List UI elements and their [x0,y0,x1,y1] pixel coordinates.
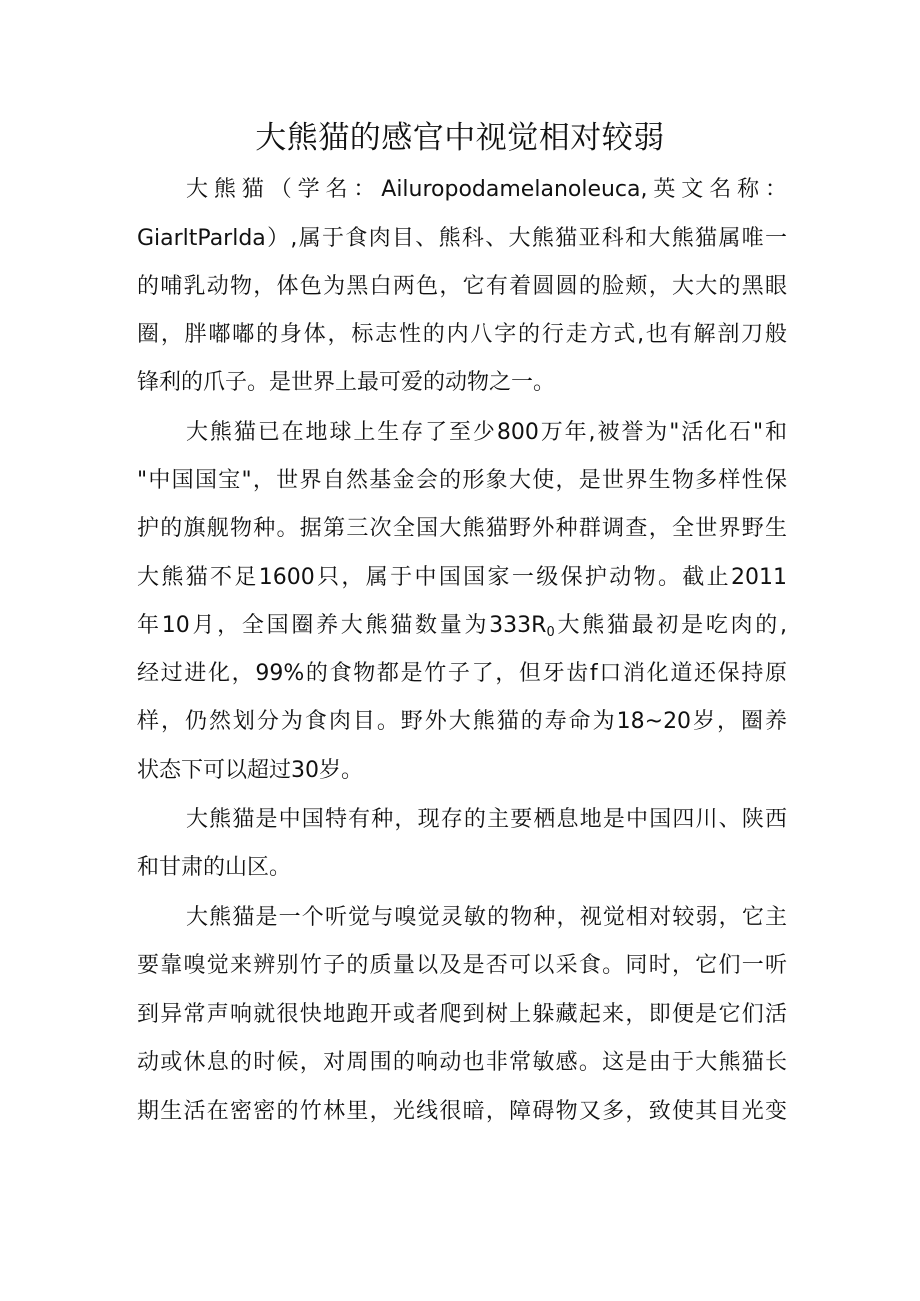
paragraph-2-line-4: 大熊猫不足1600只，属于中国国家一级保护动物。截止2011 [137,565,787,590]
paragraph-1-line-2: GiarltParlda）,属于食肉目、熊科、大熊猫亚科和大熊猫属唯一 [137,226,787,251]
page-title: 大熊猫的感官中视觉相对较弱 [255,120,665,156]
paragraph-4-line-2: 要靠嗅觉来辨别竹子的质量以及是否可以采食。同时，它们一听 [137,953,787,978]
paragraph-2-line-7: 样，仍然划分为食肉目。野外大熊猫的寿命为18~20岁，圈养 [137,709,787,734]
paragraph-3-line-2: 和甘肃的山区。 [137,855,292,880]
paragraph-2-line-6: 经过进化，99%的食物都是竹子了，但牙齿f口消化道还保持原 [137,661,787,686]
paragraph-1-line-1: 大熊猫（学名：Ailuropodamelanoleuca,英文名称： [186,177,787,202]
paragraph-1-line-3: 的哺乳动物，体色为黑白两色，它有着圆圆的脸颊，大大的黑眼 [137,274,787,299]
paragraph-4-line-3: 到异常声响就很快地跑开或者爬到树上躲藏起来，即便是它们活 [137,1002,787,1027]
special-line-before: 年10月，全国圈养大熊猫数量为333R [137,613,547,638]
paragraph-4-line-5: 期生活在密密的竹林里，光线很暗，障碍物又多，致使其目光变 [137,1099,787,1124]
paragraph-2-line-8: 状态下可以超过30岁。 [137,758,363,783]
paragraph-4-line-1: 大熊猫是一个听觉与嗅觉灵敏的物种，视觉相对较弱，它主 [186,905,787,930]
paragraph-1-line-5: 锋利的爪子。是世界上最可爱的动物之一。 [137,370,556,395]
paragraph-2-line-5 [137,611,787,648]
special-line-after: 大熊猫最初是吃肉的, [554,613,787,638]
paragraph-2-line-2: "中国国宝"，世界自然基金会的形象大使，是世界生物多样性保 [137,468,787,493]
paragraph-4-line-4: 动或休息的时候，对周围的响动也非常敏感。这是由于大熊猫长 [137,1050,787,1075]
paragraph-1-line-4: 圈，胖嘟嘟的身体，标志性的内八字的行走方式,也有解剖刀般 [137,322,787,347]
paragraph-2-line-1: 大熊猫已在地球上生存了至少800万年,被誉为"活化石"和 [186,420,787,445]
paragraph-2-line-3: 护的旗舰物种。据第三次全国大熊猫野外种群调查，全世界野生 [137,516,787,541]
subscript-zero: 0 [546,625,555,640]
paragraph-3-line-1: 大熊猫是中国特有种，现存的主要栖息地是中国四川、陕西 [186,807,787,832]
